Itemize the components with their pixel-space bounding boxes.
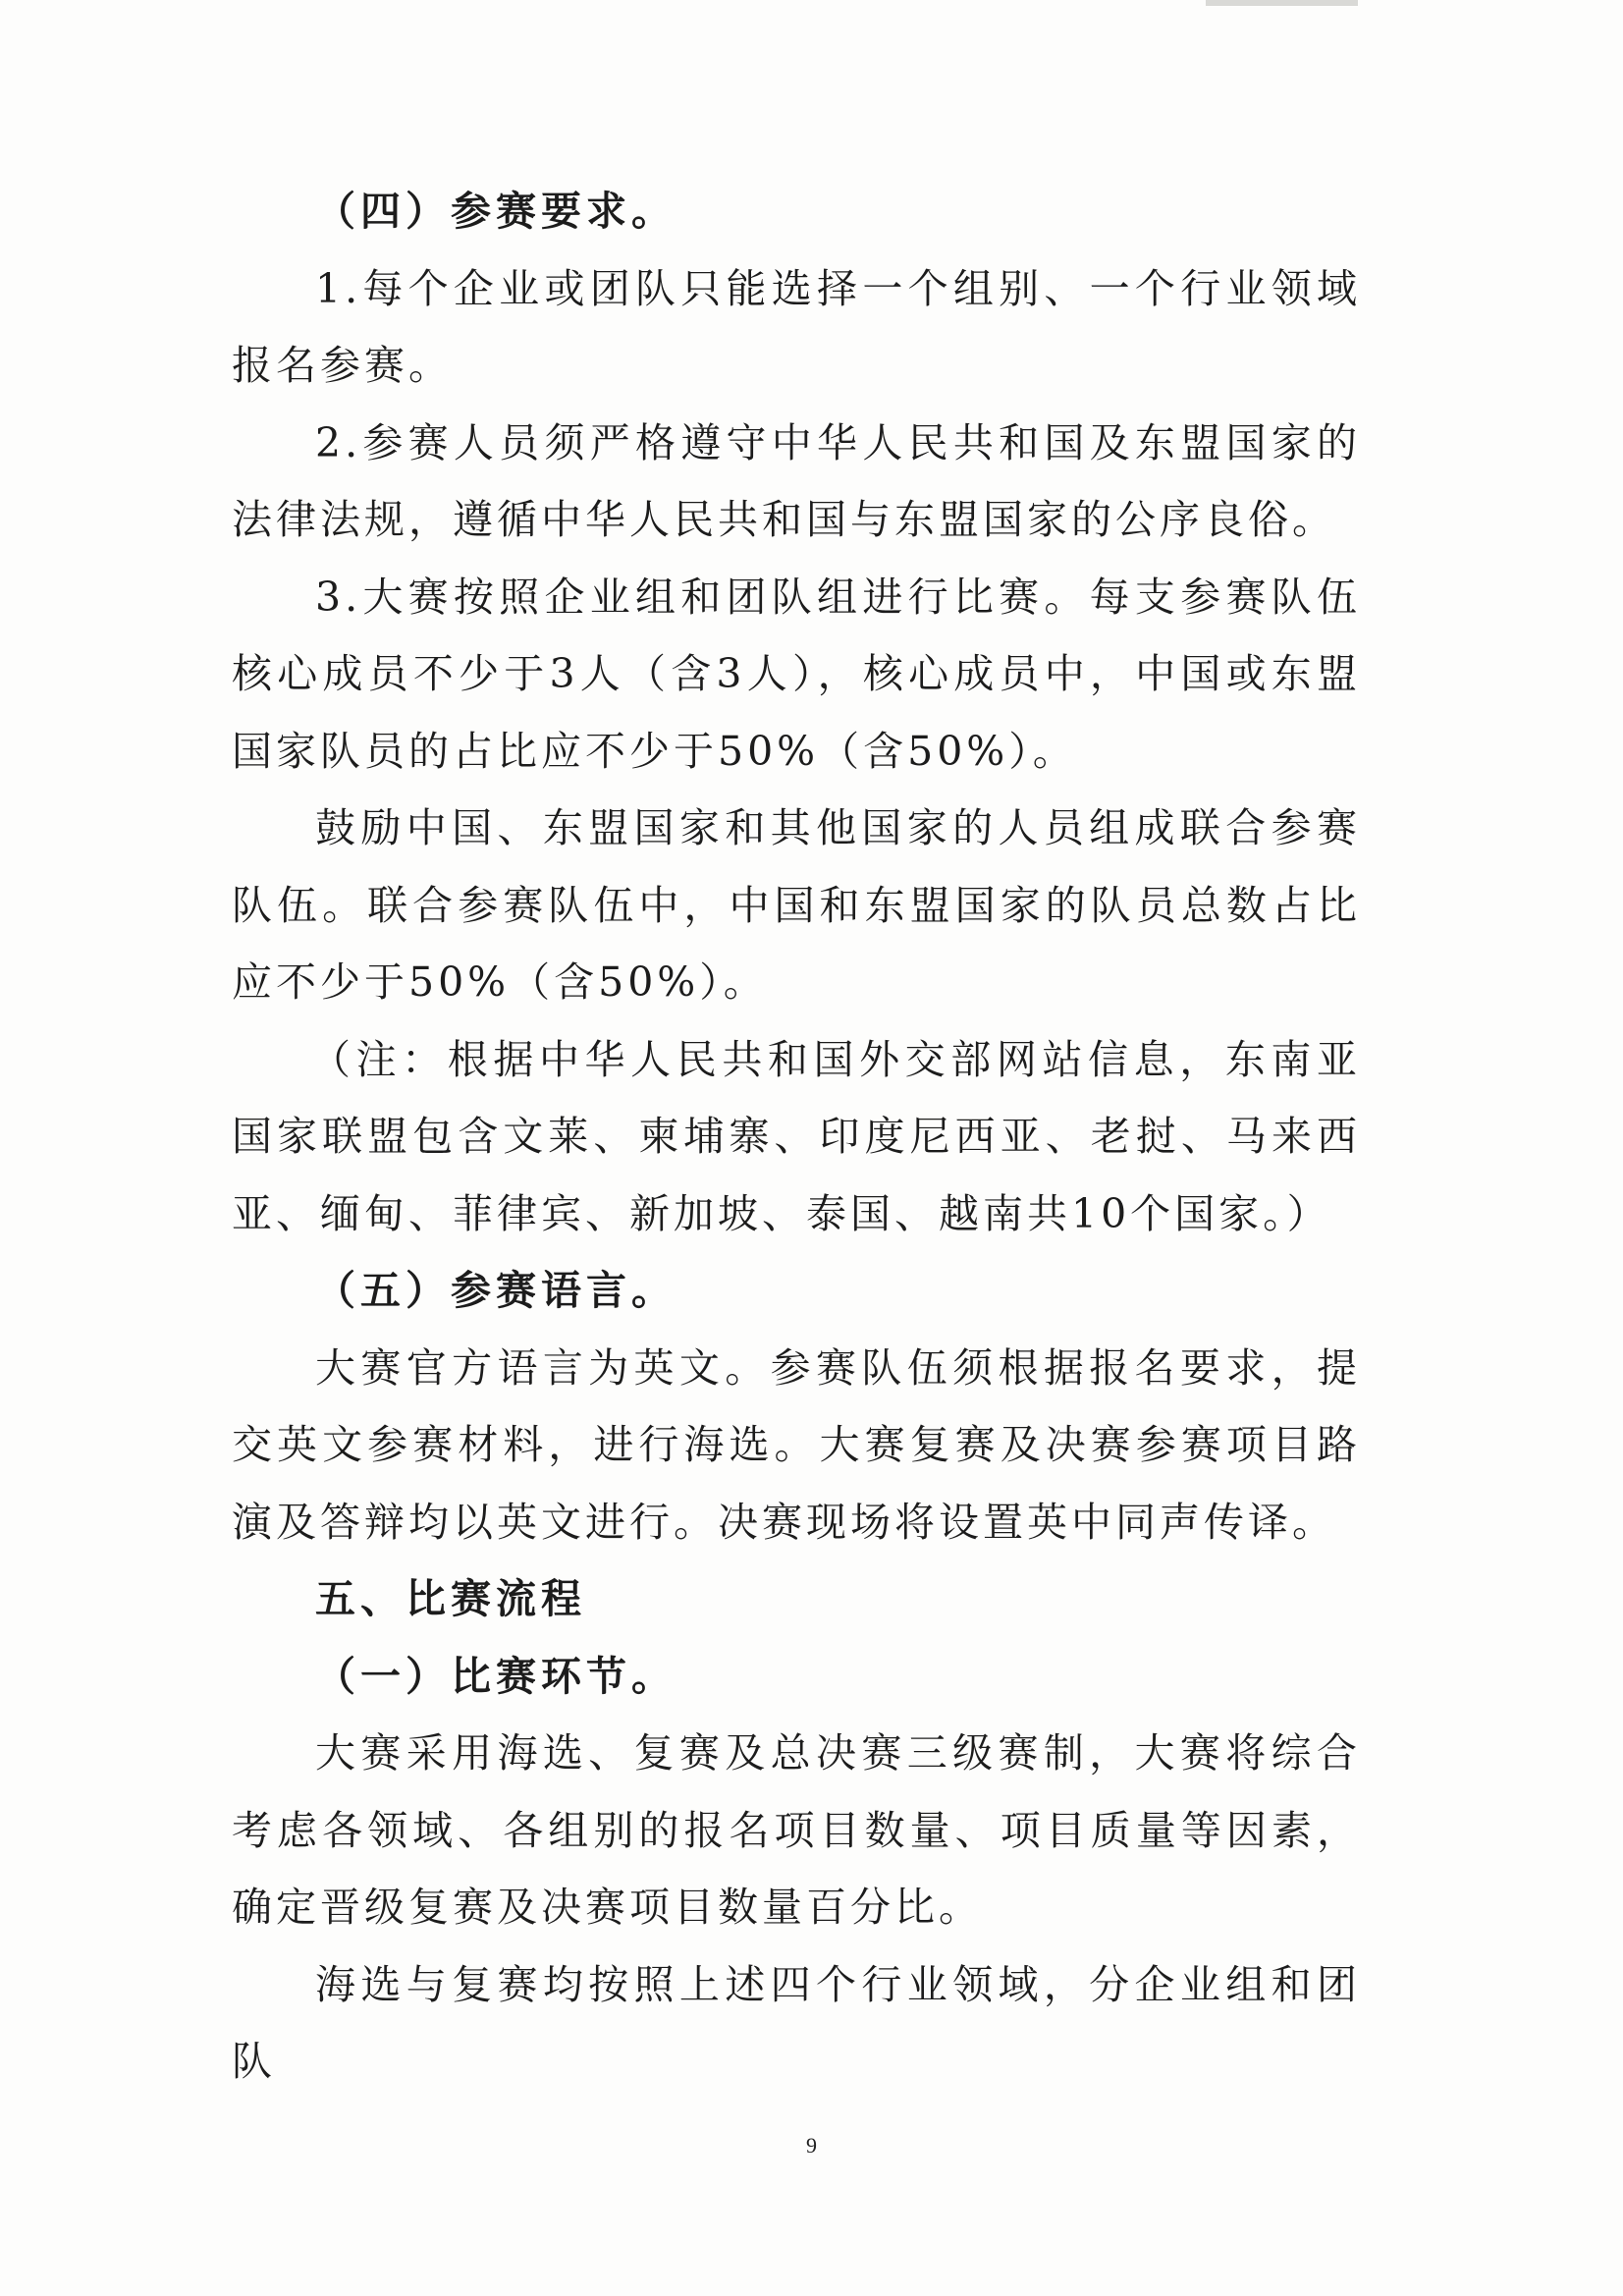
requirement-item-3: 3.大赛按照企业组和团队组进行比赛。每支参赛队伍核心成员不少于3人（含3人），核心成员中，中国或东盟国家队员的占比应不少于50%（含50%）。 xyxy=(232,573,1361,775)
joint-team-paragraph: 鼓励中国、东盟国家和其他国家的人员组成联合参赛队伍。联合参赛队伍中，中国和东盟国家的队员总数占比应不少于50%（含50%）。 xyxy=(232,804,1361,1006)
scan-edge-mark xyxy=(1206,0,1358,6)
section-heading-stages: （一）比赛环节。 xyxy=(315,1652,676,1700)
page-number: 9 xyxy=(806,2133,817,2158)
requirement-item-1: 1.每个企业或团队只能选择一个组别、一个行业领域报名参赛。 xyxy=(232,264,1361,389)
chapter-heading-process: 五、比赛流程 xyxy=(315,1575,586,1622)
requirement-item-2: 2.参赛人员须严格遵守中华人民共和国及东盟国家的法律法规，遵循中华人民共和国与东盟国家的公序良俗。 xyxy=(232,418,1361,543)
preliminary-paragraph: 海选与复赛均按照上述四个行业领域，分企业组和团队 xyxy=(232,1960,1361,2085)
language-paragraph: 大赛官方语言为英文。参赛队伍须根据报名要求，提交英文参赛材料，进行海选。大赛复赛及决赛参赛项目路演及答辩均以英文进行。决赛现场将设置英中同声传译。 xyxy=(232,1343,1361,1546)
asean-note-paragraph: （注：根据中华人民共和国外交部网站信息，东南亚国家联盟包含文莱、柬埔寨、印度尼西亚、老挝、马来西亚、缅甸、菲律宾、新加坡、泰国、越南共10个国家。） xyxy=(232,1035,1361,1237)
document-body xyxy=(232,173,1361,2101)
stages-paragraph: 大赛采用海选、复赛及总决赛三级赛制，大赛将综合考虑各领域、各组别的报名项目数量、项目质量等因素，确定晋级复赛及决赛项目数量百分比。 xyxy=(232,1729,1361,1931)
section-heading-requirements: （四）参赛要求。 xyxy=(315,188,676,235)
section-heading-language: （五）参赛语言。 xyxy=(315,1267,676,1314)
